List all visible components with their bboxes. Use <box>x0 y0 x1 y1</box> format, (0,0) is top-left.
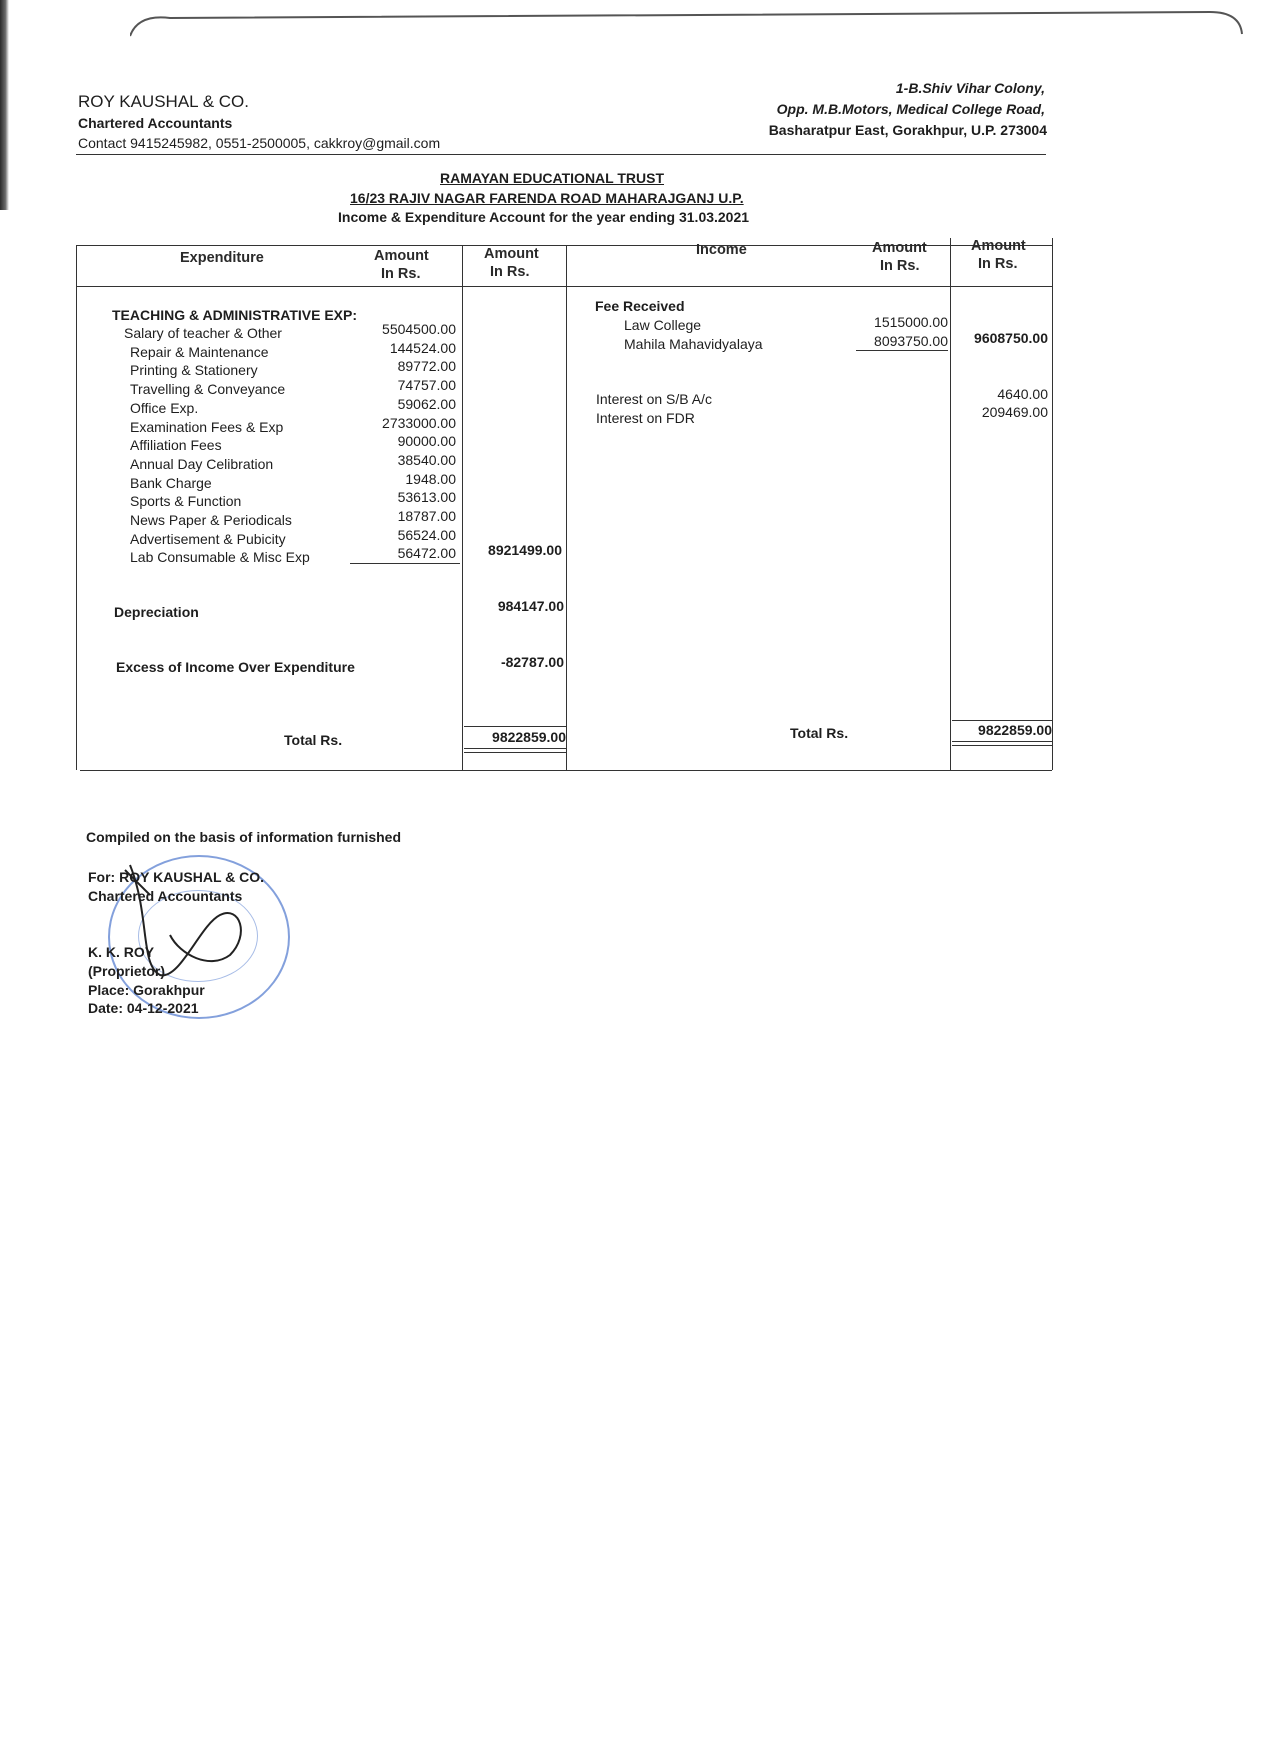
teaching-total: 8921499.00 <box>488 542 562 558</box>
fee-item-amount: 8093750.00 <box>874 332 948 349</box>
for-firm: For: ROY KAUSHAL & CO. <box>88 869 265 885</box>
fee-subtotal-rule <box>856 350 948 351</box>
inc-total-label: Total Rs. <box>790 725 849 741</box>
firm-contact: Contact 9415245982, 0551-2500005, cakkroy@gmail.com <box>78 135 441 151</box>
fee-item-label: Law College <box>624 317 702 333</box>
interest-fdr-amount: 209469.00 <box>981 404 1048 420</box>
firm-subtitle: Chartered Accountants <box>78 115 233 131</box>
expenditure-item-amount: 18787.00 <box>397 508 456 524</box>
fee-total: 9608750.00 <box>974 330 1048 346</box>
expenditure-item-label: Annual Day Celibration <box>130 455 274 472</box>
address-line-3: Basharatpur East, Gorakhpur, U.P. 273004 <box>768 122 1047 138</box>
scan-edge <box>0 0 9 210</box>
compiled-note: Compiled on the basis of information furnished <box>86 829 402 845</box>
fee-item-amount: 1515000.00 <box>874 314 948 330</box>
expenditure-item-amount: 2733000.00 <box>382 414 456 431</box>
expenditure-item-amount: 56472.00 <box>397 545 456 562</box>
expenditure-item-amount: 38540.00 <box>397 451 456 468</box>
expenditure-item-amount: 144524.00 <box>389 339 456 356</box>
date: Date: 04-12-2021 <box>88 1000 199 1016</box>
exp-total-rule-bottom <box>464 752 566 753</box>
header-inrs-1: In Rs. <box>381 266 421 282</box>
fee-item-label: Mahila Mahavidyalaya <box>624 335 763 352</box>
interest-sb-label: Interest on S/B A/c <box>596 391 712 407</box>
excess-amount: -82787.00 <box>500 654 564 670</box>
fee-heading: Fee Received <box>595 298 685 314</box>
header-amount-1: Amount <box>374 248 429 264</box>
header-income: Income <box>696 242 747 258</box>
expenditure-item-label: News Paper & Periodicals <box>130 512 292 528</box>
depreciation-label: Depreciation <box>114 604 199 620</box>
place: Place: Gorakhpur <box>88 982 205 998</box>
trust-address: 16/23 RAJIV NAGAR FARENDA ROAD MAHARAJGANJ U.P. <box>350 190 744 206</box>
subtotal-rule <box>350 563 460 564</box>
trust-name: RAMAYAN EDUCATIONAL TRUST <box>440 170 665 186</box>
header-amount-4: Amount <box>971 238 1026 254</box>
expenditure-item-label: Repair & Maintenance <box>130 343 269 360</box>
header-inrs-4: In Rs. <box>978 256 1018 272</box>
expenditure-item-label: Lab Consumable & Misc Exp <box>130 549 310 566</box>
expenditure-item-label: Bank Charge <box>130 474 212 491</box>
expenditure-item-amount: 89772.00 <box>397 358 456 375</box>
col-line-right <box>1052 238 1053 770</box>
expenditure-item-label: Sports & Function <box>130 493 242 510</box>
exp-total-rule-top <box>464 726 566 727</box>
address-line-2: Opp. M.B.Motors, Medical College Road, <box>776 101 1045 117</box>
interest-sb-amount: 4640.00 <box>997 386 1048 402</box>
inc-total-amount: 9822859.00 <box>978 722 1052 738</box>
letterhead-rule <box>76 154 1046 155</box>
signatory-designation: (Proprietor) <box>88 963 165 979</box>
header-amount-2: Amount <box>484 246 539 262</box>
col-line-exp-total <box>462 245 463 770</box>
expenditure-item-amount: 74757.00 <box>397 377 456 394</box>
expenditure-item-amount: 53613.00 <box>397 489 456 506</box>
expenditure-item-label: Advertisement & Pubicity <box>130 530 286 547</box>
col-line-left <box>76 245 77 770</box>
expenditure-item-amount: 59062.00 <box>397 395 456 412</box>
col-line-inc-total <box>950 238 951 770</box>
inc-total-rule-bottom <box>952 745 1052 746</box>
header-expenditure: Expenditure <box>180 250 264 266</box>
table-header-rule <box>76 286 1052 287</box>
table-bottom-rule <box>80 770 1052 771</box>
exp-total-amount: 9822859.00 <box>492 729 566 745</box>
expenditure-item-label: Affiliation Fees <box>130 437 222 454</box>
expenditure-item-amount: 5504500.00 <box>382 321 456 337</box>
expenditure-item-amount: 56524.00 <box>397 526 456 543</box>
interest-fdr-label: Interest on FDR <box>596 410 695 426</box>
page-fold-edge <box>130 8 1245 38</box>
expenditure-item-label: Printing & Stationery <box>130 362 258 379</box>
firm-role: Chartered Accountants <box>88 888 243 904</box>
excess-label: Excess of Income Over Expenditure <box>116 659 355 675</box>
inc-total-rule-mid <box>952 741 1052 742</box>
firm-name: ROY KAUSHAL & CO. <box>78 92 249 111</box>
expenditure-item-amount: 90000.00 <box>397 433 456 450</box>
expenditure-item-label: Travelling & Conveyance <box>130 381 286 398</box>
statement-title: Income & Expenditure Account for the year ending 31.03.2021 <box>338 209 750 225</box>
header-inrs-2: In Rs. <box>490 264 530 280</box>
address-line-1: 1-B.Shiv Vihar Colony, <box>895 80 1045 96</box>
teaching-heading: TEACHING & ADMINISTRATIVE EXP: <box>112 307 358 323</box>
signatory-name: K. K. ROY <box>88 944 155 960</box>
depreciation-amount: 984147.00 <box>497 598 564 614</box>
expenditure-item-amount: 1948.00 <box>405 470 456 487</box>
exp-total-label: Total Rs. <box>284 732 343 748</box>
header-amount-3: Amount <box>872 240 927 256</box>
expenditure-item-label: Examination Fees & Exp <box>130 418 284 435</box>
expenditure-item-label: Salary of teacher & Other <box>124 325 282 341</box>
exp-total-rule-mid <box>464 748 566 749</box>
expenditure-item-label: Office Exp. <box>130 399 199 416</box>
col-line-mid <box>566 245 567 770</box>
header-inrs-3: In Rs. <box>880 258 920 274</box>
inc-total-rule-top <box>952 720 1052 721</box>
